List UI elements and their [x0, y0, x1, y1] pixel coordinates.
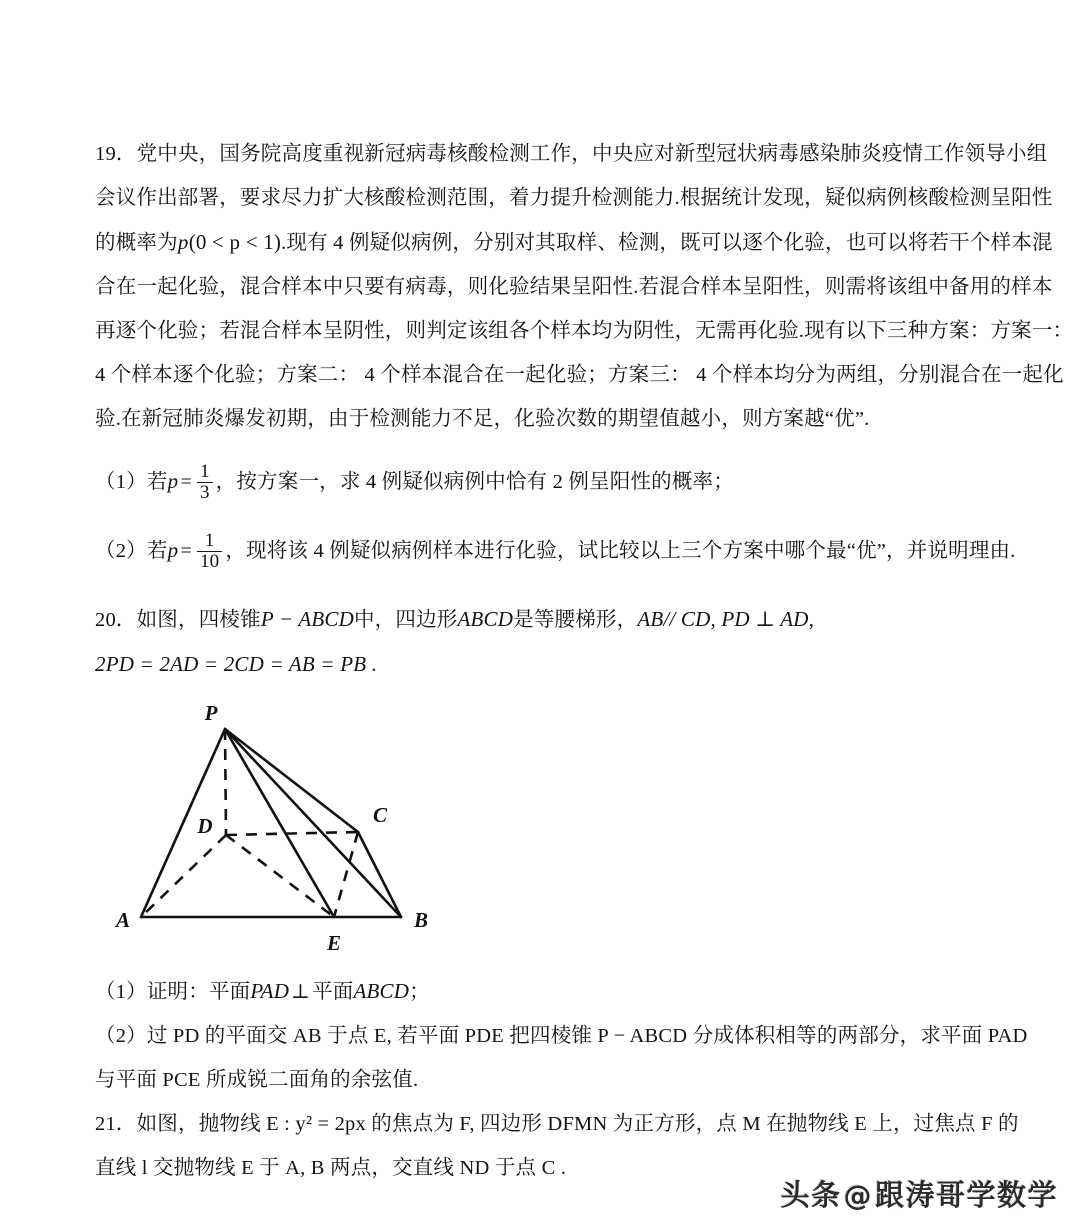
fraction-denominator: 10 — [199, 550, 220, 572]
edge-DE-hidden — [226, 835, 334, 917]
vertex-label-C: C — [372, 803, 388, 827]
problem-20-stem-text-b: 中，四边形 — [353, 609, 458, 631]
problem-19-sub-2-label: （2）若 — [95, 540, 168, 562]
problem-19 — [95, 132, 1074, 579]
problem-19-line-1: 19．党中央，国务院高度重视新冠病毒核酸检测工作，中央应对新型冠状病毒感染肺炎疫情工作领导小组 — [95, 143, 1048, 165]
math-equals-sub1: = — [180, 471, 192, 493]
watermark — [780, 1173, 1058, 1214]
problem-19-sub-2 — [95, 522, 1016, 579]
problem-19-line-3-prefix: 的概率为 — [95, 232, 178, 254]
edge-CE-hidden — [334, 832, 358, 917]
math-equals-sub2: = — [180, 540, 192, 562]
problem-19-sub-1-tail: ，按方案一，求 4 例疑似病例中恰有 2 例呈阳性的概率； — [215, 471, 734, 493]
vertex-label-B: B — [413, 908, 429, 932]
math-variable-p-sub1: p — [167, 469, 179, 493]
fraction-one-tenth — [197, 531, 222, 571]
problem-20-sub-1-tail: ； — [409, 981, 430, 1003]
problem-19-sub-1 — [95, 453, 980, 510]
math-quad-ABCD: ABCD — [457, 607, 514, 631]
geometry-figure-P-ABCD — [95, 701, 555, 969]
problem-20-sub-1-label: （1）证明：平面 — [95, 981, 251, 1003]
problem-20-stem-text-a: 20．如图，四棱锥 — [95, 609, 261, 631]
edge-CB — [358, 832, 401, 917]
problem-21-line-1: 21．如图，抛物线 E : y² = 2px 的焦点为 F, 四边形 DFMN 为正方形，点 M 在抛物线 E 上，过焦点 F 的 — [95, 1113, 1019, 1135]
page-content — [95, 132, 1074, 1190]
watermark-handle: 跟涛哥学数学 — [874, 1178, 1058, 1212]
problem-19-line-7: 验.在新冠肺炎爆发初期，由于检测能力不足，化验次数的期望值越小，则方案越“优”. — [95, 408, 870, 430]
fraction-numerator: 1 — [197, 531, 222, 551]
solid-edges-group — [141, 729, 401, 917]
problem-20-stem-text-c: 是等腰梯形， — [513, 609, 638, 631]
watermark-prefix: 头条 — [780, 1178, 842, 1212]
math-variable-p: p — [177, 230, 189, 254]
problem-20-sub-1-mid: 平面 — [312, 981, 354, 1003]
problem-19-line-4: 合在一起化验，混合样本中只要有病毒，则化验结果呈阳性.若混合样本呈阳性，则需将该组中备用的样本 — [95, 276, 1053, 298]
vertex-label-D: D — [197, 814, 213, 838]
edge-PE — [225, 729, 334, 917]
math-plane-PAD: PAD — [250, 979, 290, 1003]
fraction-numerator: 1 — [197, 462, 213, 482]
problem-19-line-3 — [95, 220, 1053, 265]
problem-20-sub-2-line-2: 与平面 PCE 所成锐二面角的余弦值. — [95, 1069, 419, 1091]
edge-PC — [225, 729, 358, 832]
watermark-at-symbol: @ — [843, 1179, 873, 1212]
problem-20-stem-line-2 — [95, 642, 980, 687]
math-perpendicular-symbol: ⊥ — [291, 981, 311, 1003]
edge-DC-hidden — [226, 832, 358, 835]
fraction-denominator: 3 — [199, 481, 210, 503]
problem-20-sub-2-line-1: （2）过 PD 的平面交 AB 于点 E, 若平面 PDE 把四棱锥 P − ABCD 分成体积相等的两部分，求平面 PAD — [95, 1025, 1028, 1047]
math-inequality-paren: (0 < p < 1) — [188, 230, 282, 254]
dashed-edges-group — [141, 729, 358, 917]
problem-20-sub-1 — [95, 969, 980, 1014]
math-length-relations: 2PD = 2AD = 2CD = AB = PB . — [95, 652, 378, 676]
problem-19-line-5: 再逐个化验；若混合样本呈阴性，则判定该组各个样本均为阴性，无需再化验.现有以下三种方案：方案一： — [95, 320, 1074, 342]
problem-19-line-2: 会议作出部署，要求尽力扩大核酸检测范围，着力提升检测能力.根据统计发现，疑似病例核酸检测呈阳性 — [95, 187, 1053, 209]
fraction-one-third — [197, 462, 213, 502]
problem-19-line-6: 4 个样本逐个化验；方案二： 4 个样本混合在一起化验；方案三： 4 个样本均分为两组，分别混合在一起化 — [95, 364, 1064, 386]
problem-20-stem-line-1 — [95, 597, 980, 642]
problem-21-line-2: 直线 l 交抛物线 E 于 A, B 两点，交直线 ND 于点 C . — [95, 1157, 567, 1179]
vertex-label-A: A — [115, 908, 131, 932]
math-variable-p-sub2: p — [167, 538, 179, 562]
edge-DA-hidden — [141, 835, 226, 917]
problem-19-sub-1-label: （1）若 — [95, 471, 168, 493]
problem-20 — [95, 597, 1028, 1102]
vertex-label-E: E — [326, 931, 342, 955]
figure-pyramid-container — [95, 701, 980, 969]
edge-PD-hidden — [225, 729, 226, 835]
math-pyramid-P-ABCD: P − ABCD — [260, 607, 354, 631]
math-parallel-perp-conditions: AB// CD, PD ⊥ AD, — [637, 607, 815, 631]
problem-19-sub-2-tail: ，现将该 4 例疑似病例样本进行化验，试比较以上三个方案中哪个最“优”，并说明理由. — [225, 540, 1016, 562]
problem-19-line-3-suffix: .现有 4 例疑似病例，分别对其取样、检测，既可以逐个化验，也可以将若干个样本混 — [281, 232, 1053, 254]
vertex-label-P: P — [204, 701, 218, 725]
math-plane-ABCD: ABCD — [353, 979, 410, 1003]
